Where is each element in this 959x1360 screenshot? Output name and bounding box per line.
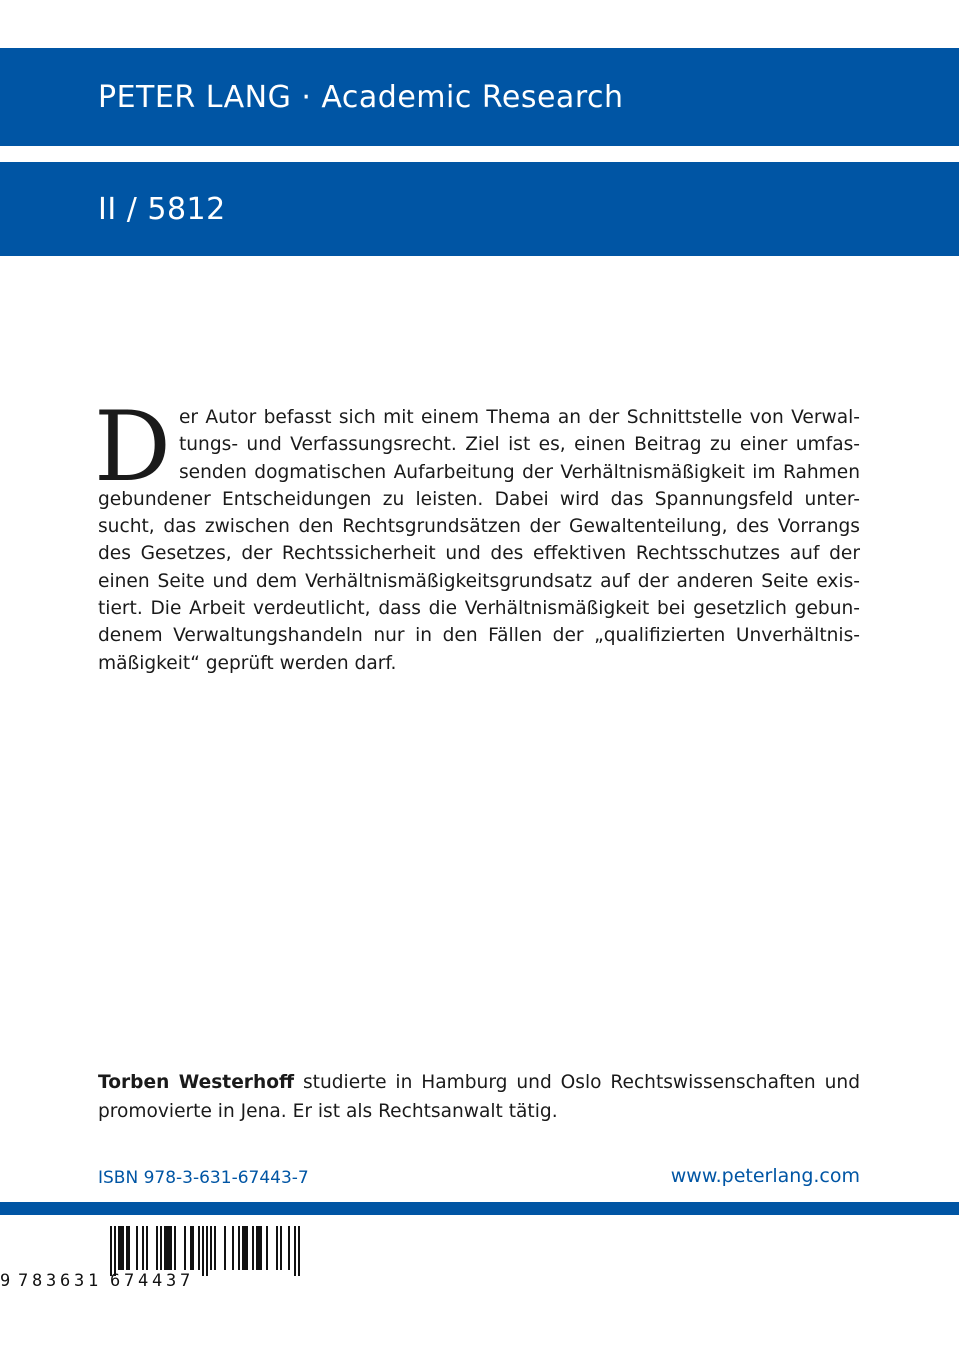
barcode-bar — [170, 1226, 172, 1270]
blurb-line: denem Verwaltungshandeln nur in den Fällen der „qualifizierten Unverhältnis- — [98, 625, 860, 647]
barcode-bar — [166, 1226, 168, 1270]
bio-text: studierte in Hamburg und Oslo Rechtswissenschaften und — [294, 1072, 860, 1093]
author-name: Torben Westerhoff — [98, 1072, 295, 1093]
barcode-bar — [160, 1226, 162, 1270]
drop-cap: D — [94, 391, 171, 503]
barcode-digit: 7 — [18, 1271, 29, 1291]
blurb-line: sucht, das zwischen den Rechtsgrundsätzen der Gewaltenteilung, des Vorrangs — [98, 516, 860, 538]
barcode-bar — [174, 1226, 176, 1270]
barcode-bar — [142, 1226, 144, 1270]
series-number: II / 5812 — [98, 192, 226, 227]
barcode-bar — [156, 1226, 158, 1270]
barcode-bar — [146, 1226, 148, 1270]
blurb-line: einen Seite und dem Verhältnismäßigkeitsgrundsatz auf der anderen Seite exis- — [98, 570, 860, 592]
barcode-bars — [98, 1226, 308, 1276]
barcode-bar — [122, 1226, 124, 1270]
blurb-line: des Gesetzes, der Rechtssicherheit und des effektiven Rechtsschutzes auf der — [98, 543, 860, 565]
barcode-bar — [238, 1226, 240, 1270]
barcode-bar — [192, 1226, 194, 1270]
barcode-bar — [118, 1226, 120, 1270]
barcode-bar — [110, 1226, 112, 1276]
bio-line: promovierte in Jena. Er ist als Rechtsanwalt tätig. — [98, 1101, 558, 1122]
barcode-bar — [128, 1226, 130, 1270]
barcode-bar — [136, 1226, 138, 1270]
publisher-banner — [0, 48, 959, 146]
barcode-bar — [190, 1226, 192, 1270]
publisher-line: PETER LANG · Academic Research — [98, 80, 624, 115]
barcode-bar — [246, 1226, 248, 1270]
barcode-bar — [244, 1226, 246, 1270]
barcode-bar — [164, 1226, 166, 1270]
barcode-bar — [114, 1226, 116, 1276]
barcode-digit: 7 — [180, 1271, 191, 1291]
barcode-bar — [206, 1226, 208, 1276]
blurb-line: senden dogmatischen Aufarbeitung der Verhältnismäßigkeit im Rahmen — [178, 461, 860, 483]
barcode-bar — [184, 1226, 186, 1270]
isbn-label: ISBN 978-3-631-67443-7 — [98, 1168, 309, 1188]
barcode-bar — [252, 1226, 254, 1270]
barcode-digit: 6 — [110, 1271, 121, 1291]
barcode-digit: 3 — [166, 1271, 177, 1291]
barcode-bar — [232, 1226, 234, 1270]
website-link[interactable]: www.peterlang.com — [670, 1165, 860, 1187]
barcode-digit: 9 — [0, 1271, 11, 1291]
barcode-bar — [242, 1226, 244, 1270]
blurb-line: er Autor befasst sich mit einem Thema an der Schnittstelle von Verwal- — [178, 407, 860, 428]
barcode-digit: 1 — [88, 1271, 99, 1291]
barcode-digit: 8 — [32, 1271, 43, 1291]
barcode-bar — [120, 1226, 122, 1270]
author-bio — [98, 1068, 860, 1126]
barcode-bar — [224, 1226, 226, 1270]
barcode-digit: 4 — [152, 1271, 163, 1291]
barcode-bar — [214, 1226, 216, 1270]
barcode-bar — [294, 1226, 296, 1276]
blurb-line: tiert. Die Arbeit verdeutlicht, dass die Verhältnismäßigkeit bei gesetzlich gebun- — [98, 598, 860, 620]
book-blurb — [94, 391, 860, 677]
barcode-bar — [288, 1226, 290, 1270]
barcode-digit: 7 — [124, 1271, 135, 1291]
barcode-bar — [202, 1226, 204, 1276]
barcode-bar — [276, 1226, 278, 1270]
bio-line — [98, 1068, 860, 1097]
footer-rule — [0, 1202, 959, 1215]
barcode-bar — [280, 1226, 282, 1270]
barcode-bar — [266, 1226, 268, 1270]
blurb-line: gebundener Entscheidungen zu leisten. Dabei wird das Spannungsfeld unter- — [98, 488, 860, 510]
barcode-digit: 3 — [46, 1271, 57, 1291]
series-banner — [0, 162, 959, 256]
barcode-bar — [260, 1226, 262, 1270]
barcode-bar — [168, 1226, 170, 1270]
barcode-digit: 3 — [74, 1271, 85, 1291]
barcode-bar — [198, 1226, 200, 1270]
barcode-bar — [298, 1226, 300, 1276]
barcode-bar — [256, 1226, 258, 1270]
barcode-digit: 6 — [60, 1271, 71, 1291]
barcode-bar — [258, 1226, 260, 1270]
blurb-line: mäßigkeit“ geprüft werden darf. — [98, 652, 397, 674]
barcode-bar — [126, 1226, 128, 1270]
barcode-bar — [210, 1226, 212, 1270]
barcode-digit: 4 — [138, 1271, 149, 1291]
blurb-line: tungs- und Verfassungsrecht. Ziel ist es, einen Beitrag zu einer umfas- — [178, 434, 860, 456]
